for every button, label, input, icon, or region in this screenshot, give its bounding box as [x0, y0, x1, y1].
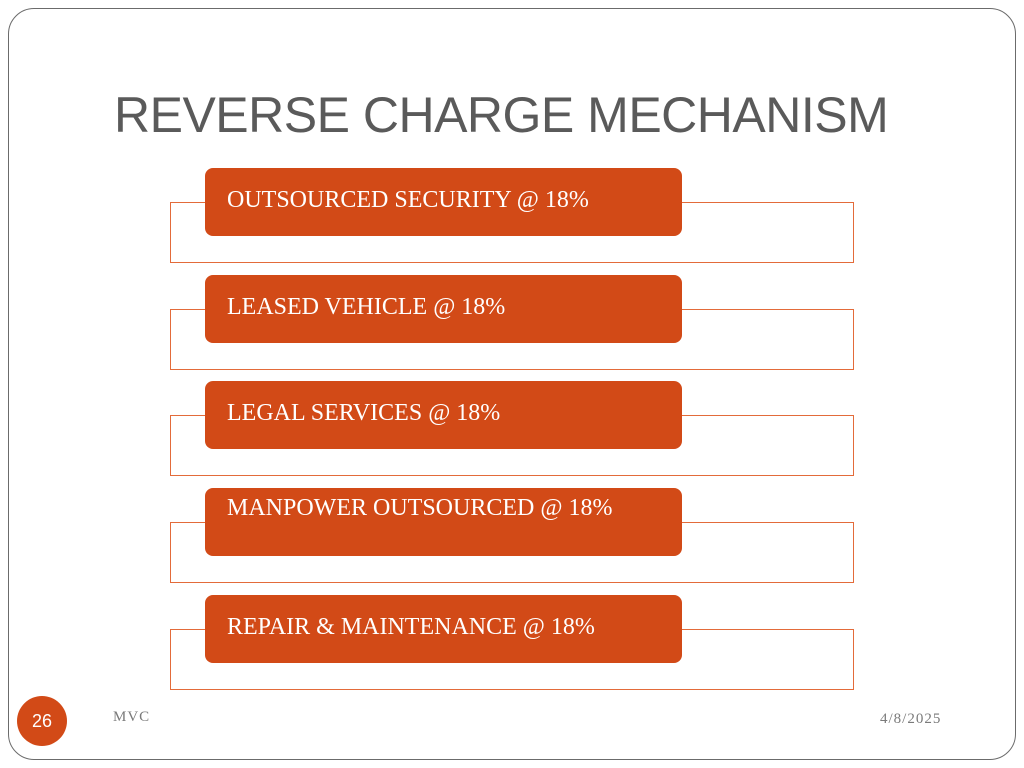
list-item-label: LEASED VEHICLE @ 18% [227, 294, 506, 320]
footer-date: 4/8/2025 [880, 711, 942, 727]
slide-title: REVERSE CHARGE MECHANISM [114, 87, 889, 143]
list-item-label: OUTSOURCED SECURITY @ 18% [227, 187, 589, 213]
list-item [170, 168, 854, 263]
list-item-label: MANPOWER OUTSOURCED @ 18% [227, 495, 613, 521]
list-item-box [205, 488, 682, 556]
list-item [170, 488, 854, 583]
list-item [170, 595, 854, 690]
list-item [170, 275, 854, 370]
list-item-box [205, 275, 682, 343]
list-item-box [205, 595, 682, 663]
slide-number-badge [17, 696, 67, 746]
list-item [170, 381, 854, 476]
list-item-label: REPAIR & MAINTENANCE @ 18% [227, 614, 595, 640]
slide-number: 26 [31, 710, 53, 731]
footer-text: MVC [113, 709, 151, 725]
list-item-box [205, 381, 682, 449]
list-item-box [205, 168, 682, 236]
list-item-label: LEGAL SERVICES @ 18% [227, 400, 501, 426]
